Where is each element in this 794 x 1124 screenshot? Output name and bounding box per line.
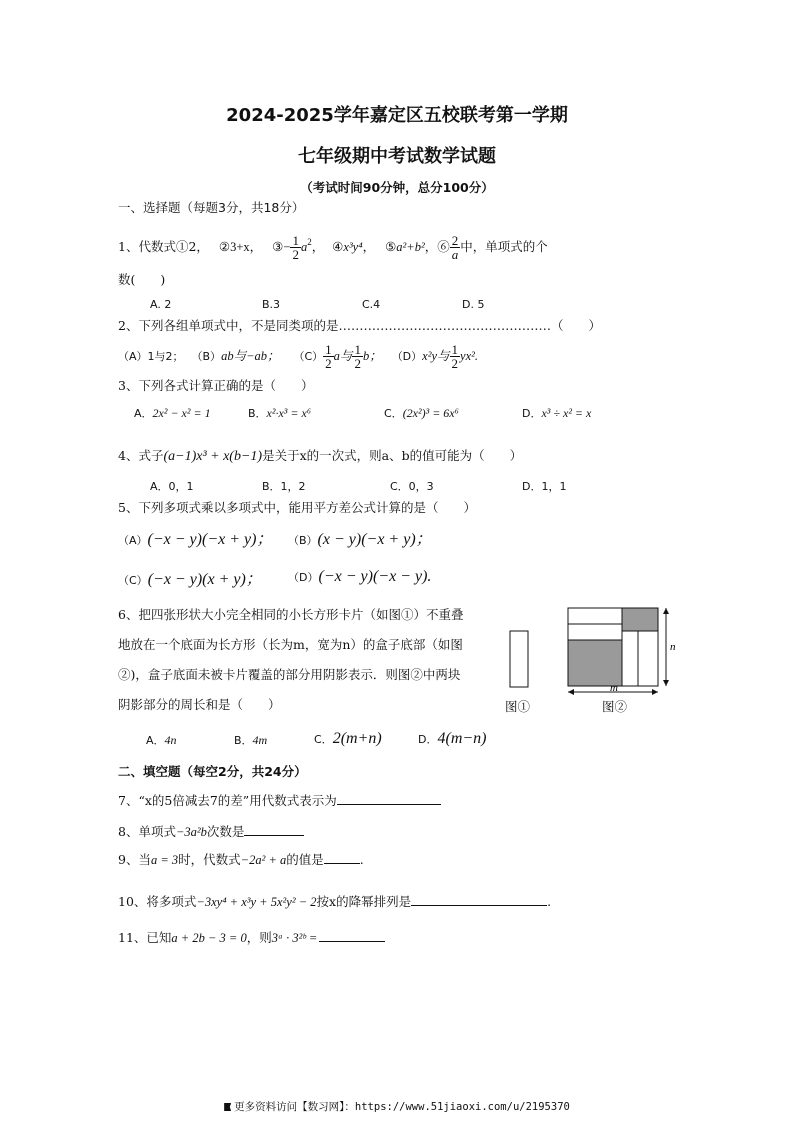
flag-icon	[224, 1103, 231, 1111]
q6-option-c-expr: 2(m+n)	[332, 730, 382, 747]
q2-option-c-label: （C）	[293, 350, 324, 363]
q5-option-c-expr: (−x − y)(x + y)；	[147, 571, 262, 588]
q11-prefix: 11、已知	[118, 930, 172, 945]
exam-subtitle: 七年级期中考试数学试题	[298, 146, 496, 167]
q4-option-a: A．0，1	[150, 480, 194, 493]
q1-item6-mark: ⑥	[437, 239, 450, 254]
q6-option-b-label: B．	[234, 734, 253, 747]
q1-item3-mark: ③	[272, 239, 284, 254]
q5-option-d	[288, 566, 431, 586]
q1-item6-fraction	[450, 234, 461, 261]
question-6-line3: ②)，盒子底面未被卡片覆盖的部分用阴影表示．则图②中两块	[118, 667, 461, 682]
q6-option-c	[314, 730, 382, 748]
q1-item5: a²+b²	[396, 240, 425, 254]
q1-option-c: C.4	[362, 298, 381, 311]
question-11	[118, 928, 385, 946]
q1-item3-sign: −	[283, 240, 291, 254]
q3-option-a-expr: 2x² − x² = 1	[152, 406, 211, 420]
figure-1	[500, 625, 540, 695]
fraction-numerator: 1	[292, 233, 299, 248]
q2-option-d-label: （D）	[391, 350, 423, 363]
fraction-numerator: 1	[354, 342, 361, 357]
q6-option-d	[418, 730, 487, 748]
q4-option-b: B．1，2	[262, 480, 306, 493]
q5-option-b	[288, 526, 432, 549]
q1-item4: x³y⁴	[343, 240, 363, 254]
q5-option-a-expr: (−x − y)(−x + y)；	[147, 531, 273, 548]
q5-option-b-label: （B）	[288, 534, 318, 547]
q3-option-d-expr: x³ ÷ x² = x	[541, 406, 592, 420]
figure-2	[560, 598, 680, 698]
q9-answer-blank[interactable]	[324, 852, 360, 864]
q1-option-b: B.3	[262, 298, 281, 311]
q11-answer-blank[interactable]	[319, 930, 385, 942]
q10-end: .	[547, 894, 552, 909]
q3-option-d-label: D．	[522, 407, 542, 420]
q4-option-d: D．1，1	[522, 480, 567, 493]
q3-option-b-label: B．	[248, 407, 267, 420]
q1-item3-var: a	[300, 240, 308, 254]
question-9	[118, 850, 364, 868]
q5-option-a-label: （A）	[118, 534, 148, 547]
q3-option-c-expr: (2x²)³ = 6x⁶	[402, 406, 459, 420]
q6-option-b	[234, 732, 267, 748]
question-2: 2、下列各组单项式中，不是同类项的是……………………………………………（ ）	[118, 318, 601, 333]
fig2-shade-top-right	[622, 608, 658, 631]
question-6-line4: 阴影部分的周长和是（ ）	[118, 697, 281, 712]
q3-option-a	[134, 405, 211, 421]
q8-suffix: 次数是	[206, 824, 245, 839]
q1-item2: 3+x	[230, 240, 250, 254]
q9-suffix: 的值是	[286, 852, 324, 867]
q1-line2: 数( )	[118, 272, 166, 287]
footer	[0, 1099, 794, 1114]
q4-option-c: C．0，3	[390, 480, 434, 493]
q9-mid: 时，代数式	[178, 852, 241, 867]
section-2-heading: 二、填空题（每空2分，共24分）	[118, 764, 307, 779]
footer-link[interactable]: 更多资料访问【数习网】：https://www.51jiaoxi.com/u/2195370	[234, 1101, 570, 1113]
q8-prefix: 8、单项式	[118, 824, 176, 839]
q9-condition: a = 3	[150, 853, 179, 867]
q1-item3-fraction	[290, 234, 301, 261]
q4-expr: (a−1)x³ + x(b−1)	[163, 449, 263, 464]
fraction-denominator: 2	[451, 356, 459, 371]
q10-prefix: 10、将多项式	[118, 894, 197, 909]
fraction-denominator: 2	[292, 247, 299, 262]
q7-answer-blank[interactable]	[337, 793, 441, 805]
q1-item4-mark: ④	[332, 239, 344, 254]
arrow-down-icon	[663, 680, 669, 686]
fig1-card	[510, 631, 528, 687]
q1-option-d: D. 5	[462, 298, 485, 311]
q2-options	[118, 343, 478, 370]
q3-option-d	[522, 405, 591, 421]
exam-info: （考试时间90分钟，总分100分）	[300, 180, 494, 195]
q6-option-a-label: A．	[146, 734, 165, 747]
question-10	[118, 892, 551, 910]
fraction-denominator: 2	[354, 356, 361, 371]
q11-mid: ，则	[246, 930, 272, 945]
q5-option-c	[118, 566, 262, 589]
q5-option-b-expr: (x − y)(−x + y)；	[317, 531, 432, 548]
q9-expr: −2a² + a	[240, 853, 287, 867]
q2-option-b: ab与−ab；	[221, 349, 280, 363]
q1-item3-exp: 2	[307, 237, 312, 247]
q6-option-d-expr: 4(m−n)	[437, 730, 487, 747]
q1-prefix: 1、代数式①2，	[118, 239, 209, 254]
q3-option-b-expr: x²·x³ = x⁶	[266, 406, 311, 420]
q5-option-d-expr: (−x − y)(−x − y).	[318, 568, 432, 585]
q2-option-d-frac	[450, 343, 461, 370]
section-1-heading: 一、选择题（每题3分，共18分）	[118, 200, 305, 215]
fraction-numerator: 1	[451, 342, 459, 357]
q3-option-b	[248, 405, 311, 421]
q10-expr: −3xy⁴ + x³y + 5x²y² − 2	[196, 895, 317, 909]
fig2-m-label: m	[610, 682, 618, 694]
q4-prefix: 4、式子	[118, 448, 164, 463]
fraction-denominator: a	[451, 247, 459, 262]
arrow-left-icon	[568, 689, 574, 695]
q6-option-a-expr: 4n	[164, 733, 177, 747]
q8-expr: −3a²b	[175, 825, 207, 839]
q9-prefix: 9、当	[118, 852, 151, 867]
question-6-line1: 6、把四张形状大小完全相同的小长方形卡片（如图①）不重叠	[118, 607, 464, 622]
q2-option-a: （A）1与2；	[118, 350, 184, 363]
q3-option-c	[384, 405, 459, 421]
q10-answer-blank[interactable]	[411, 894, 547, 906]
figure-1-label: 图①	[505, 699, 531, 714]
q2-option-b-label: （B）	[191, 350, 222, 363]
q9-end: .	[359, 852, 364, 867]
q5-option-a	[118, 526, 272, 549]
question-8	[118, 822, 304, 840]
q5-option-c-label: （C）	[118, 574, 148, 587]
q6-option-a	[146, 732, 177, 748]
arrow-right-icon	[652, 689, 658, 695]
exam-title: 2024-2025学年嘉定区五校联考第一学期	[226, 105, 568, 126]
q11-condition: a + 2b − 3 = 0	[171, 931, 247, 945]
question-3: 3、下列各式计算正确的是（ ）	[118, 378, 314, 393]
q7-text: 7、“x的5倍减去7的差”用代数式表示为	[118, 793, 337, 808]
q3-option-a-label: A．	[134, 407, 153, 420]
q6-option-b-expr: 4m	[252, 733, 268, 747]
q2-option-c-end: b；	[362, 349, 382, 363]
q2-option-c-frac2	[352, 343, 363, 370]
q4-suffix: 是关于x的一次式，则a、b的值可能为（ ）	[262, 448, 523, 463]
question-6-line2: 地放在一个底面为长方形（长为m，宽为n）的盒子底部（如图	[118, 637, 463, 652]
q2-option-d-left: x²y与	[422, 349, 450, 363]
fig2-n-label: n	[670, 641, 676, 653]
question-7	[118, 791, 441, 809]
q1-option-a: A. 2	[150, 298, 172, 311]
q2-option-c-mid: a与	[333, 349, 353, 363]
fraction-numerator: 2	[451, 233, 459, 248]
figure-2-label: 图②	[602, 699, 628, 714]
q2-option-c-frac1	[323, 343, 334, 370]
fraction-denominator: 2	[325, 356, 332, 371]
q2-option-d-right: yx².	[460, 349, 478, 363]
q11-expr: 3ᵃ · 3²ᵇ =	[271, 931, 318, 945]
q10-suffix: 按x的降幂排列是	[316, 894, 412, 909]
q1-item2-mark: ②	[218, 239, 231, 254]
question-1: 1、代数式①2， ②3+x， ③− $\frac{1}{2}$ $a^2$， ④x³y⁴， ⑤a²+b²，⑥ $\frac{2}{a}$ 中，单项式的个	[118, 233, 548, 262]
q1-item5-mark: ⑤	[385, 239, 397, 254]
question-4	[118, 446, 522, 465]
q1-suffix: 中，单项式的个	[460, 239, 548, 254]
arrow-up-icon	[663, 608, 669, 614]
fig2-shade-bottom-left	[568, 640, 622, 686]
q8-answer-blank[interactable]	[244, 824, 304, 836]
q5-option-d-label: （D）	[288, 571, 319, 584]
q3-option-c-label: C．	[384, 407, 403, 420]
fraction-numerator: 1	[325, 342, 332, 357]
q6-option-d-label: D．	[418, 733, 438, 746]
question-5: 5、下列多项式乘以多项式中，能用平方差公式计算的是（ ）	[118, 500, 476, 515]
q6-option-c-label: C．	[314, 733, 333, 746]
